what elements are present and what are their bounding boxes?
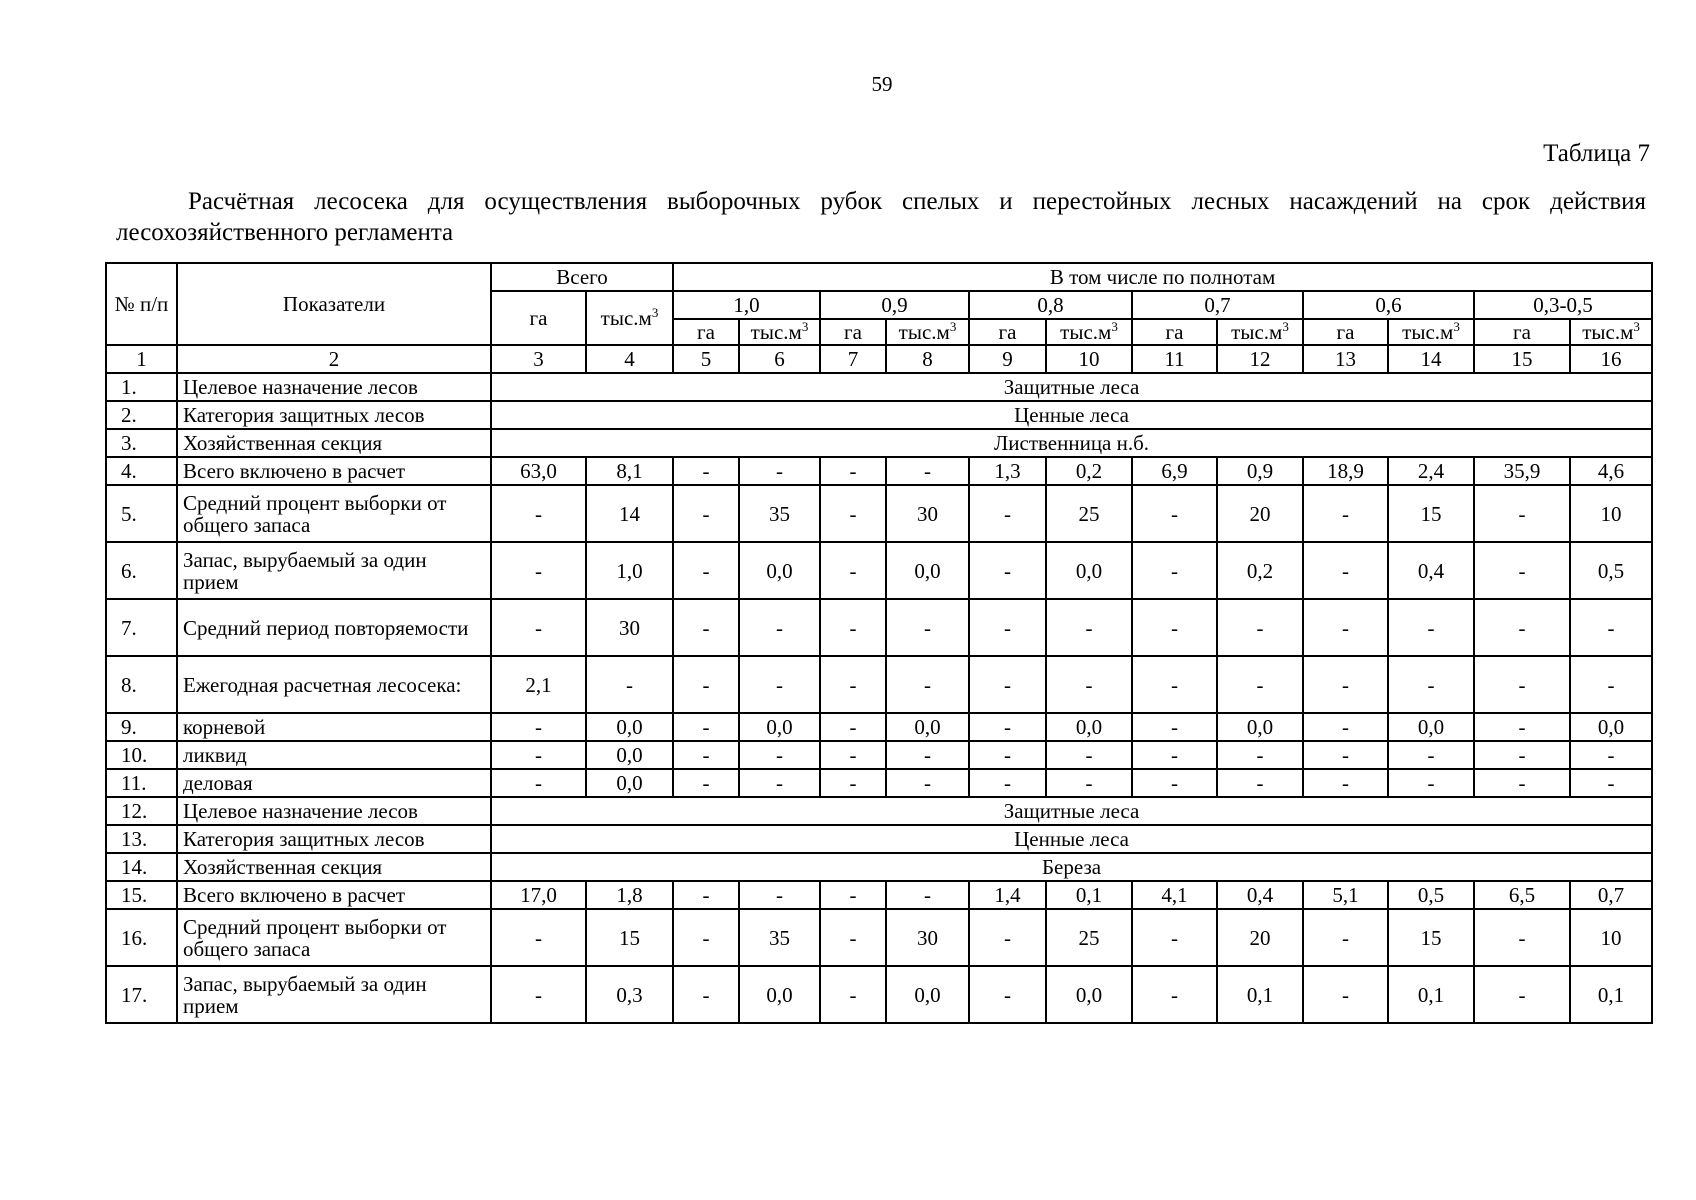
table-row [106, 741, 1652, 769]
table-cell: 0,5 [1388, 881, 1474, 909]
table-row [106, 485, 1652, 542]
table-label: Таблица 7 [1543, 140, 1650, 167]
header-density: 1,0 [673, 291, 820, 319]
row-span-value: Ценные леса [491, 825, 1652, 853]
row-indicator: Категория защитных лесов [177, 401, 491, 429]
table-cell: 2,1 [491, 656, 586, 713]
row-indicator: Запас, вырубаемый за один прием [177, 966, 491, 1023]
table-cell: - [1217, 599, 1303, 656]
row-number: 4. [106, 457, 177, 485]
column-number: 5 [673, 345, 739, 373]
header-density: 0,9 [820, 291, 969, 319]
table-cell: - [673, 741, 739, 769]
header-incl: В том числе по полнотам [673, 263, 1652, 291]
column-number: 13 [1303, 345, 1388, 373]
table-cell: - [1132, 741, 1217, 769]
table-cell: - [673, 485, 739, 542]
header-unit-tys: $тыс.м^3$ [1570, 319, 1652, 345]
table-cell: 20 [1217, 909, 1303, 966]
table-cell: 0,4 [1388, 542, 1474, 599]
table-cell: - [586, 656, 673, 713]
row-indicator: корневой [177, 713, 491, 741]
table-cell: - [739, 599, 820, 656]
table-row [106, 429, 1652, 457]
table-cell: 6,5 [1474, 881, 1570, 909]
table-cell: - [820, 909, 886, 966]
row-number: 10. [106, 741, 177, 769]
row-number: 3. [106, 429, 177, 457]
header-total: Всего [491, 263, 673, 291]
column-number: 6 [739, 345, 820, 373]
table-cell: 0,0 [1046, 542, 1132, 599]
column-number: 10 [1046, 345, 1132, 373]
table-cell: 14 [586, 485, 673, 542]
table-cell: - [1303, 741, 1388, 769]
row-indicator: Целевое назначение лесов [177, 373, 491, 401]
column-number: 15 [1474, 345, 1570, 373]
table-cell: - [1474, 909, 1570, 966]
column-number: 4 [586, 345, 673, 373]
table-cell: - [820, 881, 886, 909]
table-cell: - [969, 909, 1046, 966]
column-number: 16 [1570, 345, 1652, 373]
row-indicator: Всего включено в расчет [177, 881, 491, 909]
row-indicator: Категория защитных лесов [177, 825, 491, 853]
table-cell: - [1303, 656, 1388, 713]
table-cell: 8,1 [586, 457, 673, 485]
table-cell: - [739, 656, 820, 713]
header-total-ga: га [491, 291, 586, 345]
table-cell: - [739, 881, 820, 909]
table-cell: - [1132, 769, 1217, 797]
row-indicator: Ежегодная расчетная лесосека: [177, 656, 491, 713]
table-cell: - [1474, 656, 1570, 713]
table-cell: 1,0 [586, 542, 673, 599]
column-number: 9 [969, 345, 1046, 373]
table-cell: - [1132, 909, 1217, 966]
table-cell: 0,0 [1046, 966, 1132, 1023]
table-cell: - [1217, 656, 1303, 713]
row-number: 1. [106, 373, 177, 401]
table-cell: - [1388, 769, 1474, 797]
header-unit-ga: га [820, 319, 886, 345]
row-indicator: деловая [177, 769, 491, 797]
table-cell: 0,1 [1388, 966, 1474, 1023]
table-cell: 30 [886, 909, 969, 966]
table-cell: - [820, 542, 886, 599]
row-number: 6. [106, 542, 177, 599]
table-cell: - [1303, 485, 1388, 542]
header-density: 0,6 [1303, 291, 1474, 319]
table-cell: - [1217, 741, 1303, 769]
data-table [105, 262, 1653, 1024]
header-density: 0,7 [1132, 291, 1303, 319]
table-cell: - [1474, 542, 1570, 599]
table-row [106, 909, 1652, 966]
table-cell: - [1388, 656, 1474, 713]
table-row [106, 713, 1652, 741]
table-cell: 0,0 [739, 542, 820, 599]
table-cell: 0,1 [1217, 966, 1303, 1023]
table-cell: - [886, 769, 969, 797]
table-row [106, 599, 1652, 656]
table-cell: - [969, 656, 1046, 713]
header-unit-ga: га [673, 319, 739, 345]
table-cell: - [1303, 542, 1388, 599]
table-cell: - [820, 599, 886, 656]
table-cell: 25 [1046, 485, 1132, 542]
table-row [106, 401, 1652, 429]
table-cell: - [1474, 485, 1570, 542]
table-cell: - [1132, 542, 1217, 599]
table-cell: - [1217, 769, 1303, 797]
table-cell: - [1570, 599, 1652, 656]
table-cell: 35,9 [1474, 457, 1570, 485]
table-cell: - [673, 599, 739, 656]
table-cell: 10 [1570, 485, 1652, 542]
table-cell: - [820, 769, 886, 797]
table-row [106, 373, 1652, 401]
table-cell: 4,1 [1132, 881, 1217, 909]
table-cell: 5,1 [1303, 881, 1388, 909]
row-span-value: Ценные леса [491, 401, 1652, 429]
column-number: 11 [1132, 345, 1217, 373]
table-cell: - [1046, 656, 1132, 713]
row-number: 5. [106, 485, 177, 542]
header-indicators: Показатели [177, 263, 491, 345]
table-cell: - [820, 656, 886, 713]
header-unit-tys: $тыс.м^3$ [1388, 319, 1474, 345]
table-cell: 0,5 [1570, 542, 1652, 599]
table-cell: - [739, 457, 820, 485]
table-row [106, 457, 1652, 485]
table-row [106, 769, 1652, 797]
table-cell: - [820, 485, 886, 542]
table-cell: - [1046, 769, 1132, 797]
table-cell: - [673, 656, 739, 713]
table-cell: - [1388, 741, 1474, 769]
table-cell: - [886, 457, 969, 485]
table-cell: 0,2 [1046, 457, 1132, 485]
table-cell: - [820, 966, 886, 1023]
table-cell: - [1303, 599, 1388, 656]
table-cell: - [491, 713, 586, 741]
table-cell: 0,0 [1217, 713, 1303, 741]
row-indicator: Средний процент выборки от общего запаса [177, 485, 491, 542]
table-cell: - [1570, 656, 1652, 713]
table-row [106, 825, 1652, 853]
table-cell: - [1132, 656, 1217, 713]
table-cell: - [1132, 485, 1217, 542]
table-cell: 0,0 [586, 769, 673, 797]
table-cell: - [1132, 966, 1217, 1023]
table-cell: 17,0 [491, 881, 586, 909]
table-cell: - [969, 769, 1046, 797]
table-cell: 30 [586, 599, 673, 656]
column-number: 8 [886, 345, 969, 373]
table-cell: 0,0 [886, 542, 969, 599]
column-number: 7 [820, 345, 886, 373]
table-cell: - [820, 741, 886, 769]
row-number: 7. [106, 599, 177, 656]
header-unit-ga: га [1303, 319, 1388, 345]
row-indicator: Хозяйственная секция [177, 429, 491, 457]
table-cell: 35 [739, 485, 820, 542]
table-cell: 0,3 [586, 966, 673, 1023]
header-unit-ga: га [1474, 319, 1570, 345]
table-row [106, 966, 1652, 1023]
table-cell: 15 [586, 909, 673, 966]
header-unit-tys: $тыс.м^3$ [739, 319, 820, 345]
table-cell: - [1303, 769, 1388, 797]
table-cell: 10 [1570, 909, 1652, 966]
table-cell: 1,3 [969, 457, 1046, 485]
table-cell: - [1570, 769, 1652, 797]
table-cell: 0,0 [739, 966, 820, 1023]
table-cell: - [1303, 966, 1388, 1023]
table-cell: - [1132, 599, 1217, 656]
row-number: 15. [106, 881, 177, 909]
table-cell: - [1303, 909, 1388, 966]
table-row [106, 797, 1652, 825]
table-cell: - [739, 741, 820, 769]
table-cell: - [1474, 713, 1570, 741]
table-cell: 0,0 [1046, 713, 1132, 741]
table-cell: - [673, 457, 739, 485]
row-indicator: ликвид [177, 741, 491, 769]
table-cell: - [886, 656, 969, 713]
header-total-tys: $тыс.м^3$ [586, 291, 673, 345]
table-row [106, 542, 1652, 599]
table-cell: 0,2 [1217, 542, 1303, 599]
table-cell: - [673, 713, 739, 741]
page-number: 59 [871, 72, 893, 96]
table-cell: 6,9 [1132, 457, 1217, 485]
table-cell: 0,1 [1046, 881, 1132, 909]
table-cell: - [886, 741, 969, 769]
table-cell: 0,0 [886, 966, 969, 1023]
table-cell: - [1474, 966, 1570, 1023]
table-cell: - [969, 966, 1046, 1023]
table-cell: 35 [739, 909, 820, 966]
table-cell: 0,0 [1570, 713, 1652, 741]
row-indicator: Всего включено в расчет [177, 457, 491, 485]
table-cell: - [673, 966, 739, 1023]
row-number: 11. [106, 769, 177, 797]
table-cell: 0,0 [586, 713, 673, 741]
table-row [106, 881, 1652, 909]
table-cell: - [491, 542, 586, 599]
row-number: 13. [106, 825, 177, 853]
table-cell: - [673, 542, 739, 599]
table-cell: - [491, 599, 586, 656]
table-cell: - [1570, 741, 1652, 769]
row-span-value: Береза [491, 853, 1652, 881]
row-number: 2. [106, 401, 177, 429]
header-unit-tys: $тыс.м^3$ [886, 319, 969, 345]
table-cell: - [969, 599, 1046, 656]
row-indicator: Хозяйственная секция [177, 853, 491, 881]
table-cell: 0,4 [1217, 881, 1303, 909]
table-cell: - [491, 909, 586, 966]
column-number: 12 [1217, 345, 1303, 373]
table-cell: 63,0 [491, 457, 586, 485]
table-cell: - [739, 769, 820, 797]
row-indicator: Целевое назначение лесов [177, 797, 491, 825]
header-unit-ga: га [969, 319, 1046, 345]
table-cell: - [1388, 599, 1474, 656]
table-cell: 20 [1217, 485, 1303, 542]
table-cell: - [491, 741, 586, 769]
row-number: 14. [106, 853, 177, 881]
table-cell: 0,0 [586, 741, 673, 769]
row-number: 8. [106, 656, 177, 713]
table-cell: - [673, 881, 739, 909]
table-cell: 2,4 [1388, 457, 1474, 485]
table-cell: 0,7 [1570, 881, 1652, 909]
table-cell: 0,0 [886, 713, 969, 741]
table-cell: 1,8 [586, 881, 673, 909]
table-cell: 1,4 [969, 881, 1046, 909]
table-cell: - [491, 966, 586, 1023]
row-span-value: Защитные леса [491, 373, 1652, 401]
table-cell: - [820, 713, 886, 741]
table-cell: - [969, 741, 1046, 769]
table-cell: - [969, 542, 1046, 599]
table-cell: 0,1 [1570, 966, 1652, 1023]
data-table-container [105, 262, 1653, 1024]
table-row [106, 656, 1652, 713]
column-number: 2 [177, 345, 491, 373]
table-cell: 4,6 [1570, 457, 1652, 485]
header-density: 0,3-0,5 [1474, 291, 1652, 319]
row-number: 17. [106, 966, 177, 1023]
header-density: 0,8 [969, 291, 1132, 319]
table-cell: 0,0 [1388, 713, 1474, 741]
table-row [106, 853, 1652, 881]
table-cell: 18,9 [1303, 457, 1388, 485]
row-indicator: Запас, вырубаемый за один прием [177, 542, 491, 599]
header-unit-ga: га [1132, 319, 1217, 345]
table-cell: 0,9 [1217, 457, 1303, 485]
table-cell: 25 [1046, 909, 1132, 966]
table-title: Расчётная лесосека для осуществления выборочных рубок спелых и перестойных лесных насаждений на срок действия лесохозяйственного регламента [116, 188, 1646, 246]
row-indicator: Средний процент выборки от общего запаса [177, 909, 491, 966]
column-number: 3 [491, 345, 586, 373]
table-cell: 15 [1388, 909, 1474, 966]
table-cell: - [820, 457, 886, 485]
table-cell: - [1474, 599, 1570, 656]
table-cell: - [673, 769, 739, 797]
header-unit-tys: $тыс.м^3$ [1217, 319, 1303, 345]
table-cell: - [1303, 713, 1388, 741]
table-cell: 0,0 [739, 713, 820, 741]
row-span-value: Лиственница н.б. [491, 429, 1652, 457]
table-cell: 30 [886, 485, 969, 542]
table-cell: - [1046, 599, 1132, 656]
header-no: № п/п [106, 263, 177, 345]
row-indicator: Средний период повторяемости [177, 599, 491, 656]
table-cell: - [673, 909, 739, 966]
header-unit-tys: $тыс.м^3$ [1046, 319, 1132, 345]
table-cell: - [969, 713, 1046, 741]
table-cell: - [1046, 741, 1132, 769]
table-cell: - [886, 599, 969, 656]
table-cell: - [886, 881, 969, 909]
table-cell: - [491, 769, 586, 797]
column-number: 14 [1388, 345, 1474, 373]
row-span-value: Защитные леса [491, 797, 1652, 825]
table-cell: 15 [1388, 485, 1474, 542]
table-cell: - [491, 485, 586, 542]
row-number: 9. [106, 713, 177, 741]
row-number: 12. [106, 797, 177, 825]
table-cell: - [1132, 713, 1217, 741]
table-cell: - [1474, 741, 1570, 769]
row-number: 16. [106, 909, 177, 966]
column-number: 1 [106, 345, 177, 373]
table-cell: - [969, 485, 1046, 542]
table-cell: - [1474, 769, 1570, 797]
